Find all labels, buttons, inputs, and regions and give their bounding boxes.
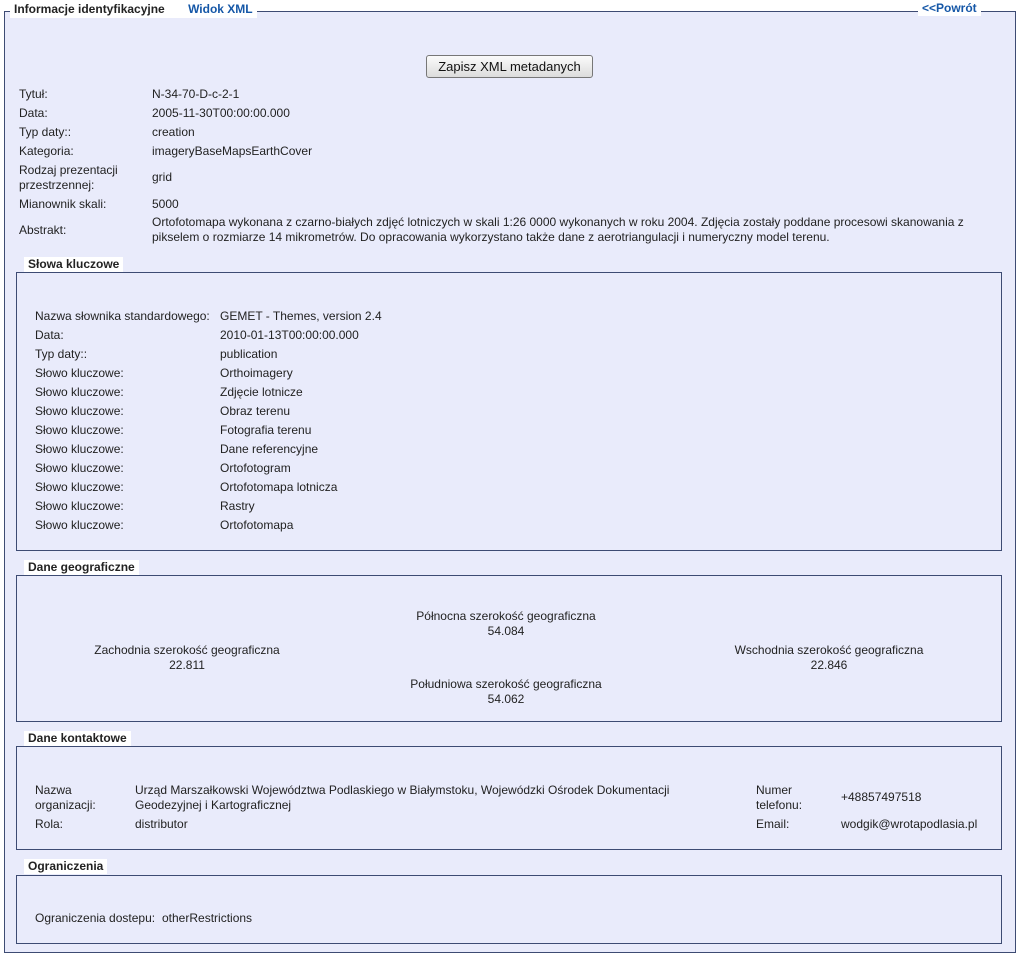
title-value: N-34-70-D-c-2-1 [152,87,240,101]
keyword-value: Rastry [220,499,255,513]
category-value: imageryBaseMapsEarthCover [152,144,313,158]
keyword-label: Słowo kluczowe: [35,480,124,494]
org-label: Nazwa organizacji: [35,783,96,812]
restrictions-section [16,875,1002,944]
back-link[interactable]: <<Powrót [918,1,981,16]
keyword-label: Słowo kluczowe: [35,499,124,513]
keyword-label: Słowo kluczowe: [35,366,124,380]
access-restriction-value: otherRestrictions [162,911,253,925]
email-link[interactable]: wodgik@wrotapodlasia.pl [841,817,978,831]
title-label: Tytuł: [19,87,48,101]
east-label: Wschodnia szerokość geograficzna [734,643,924,657]
header-tabs [10,2,257,18]
spatial-repr-value: grid [152,170,173,184]
south-coordinate [356,677,656,707]
south-value: 54.062 [487,692,525,706]
west-coordinate [37,643,337,673]
restrictions-legend: Ograniczenia [24,859,107,874]
keywords-legend: Słowa kluczowe [24,257,123,272]
north-coordinate [356,609,656,639]
scale-value: 5000 [152,197,179,211]
north-label: Północna szerokość geograficzna [416,609,596,623]
keyword-label: Słowo kluczowe: [35,404,124,418]
abstract-value: Ortofotomapa wykonana z czarno-białych zdjęć lotniczych w skali 1:26 0000 wykonanych w roku 2004. Zdjęcia zostały poddane procesowi skanowania z pikselem o rozmiarze 14 mikrometrów. Do opracowania wykorzystano także dane z aerotriangulacji i numeryczny model terenu. [152,215,964,244]
org-value: Urząd Marszałkowski Województwa Podlaskiego w Białymstoku, Wojewódzki Ośrodek Dokumentacji Geodezyjnej i Kartograficznej [135,783,670,812]
date-label: Data: [19,106,48,120]
abstract-label: Abstrakt: [19,223,67,237]
south-label: Południowa szerokość geograficzna [410,677,602,691]
keyword-label: Słowo kluczowe: [35,442,124,456]
thesaurus-value: GEMET - Themes, version 2.4 [220,309,382,323]
keyword-label: Słowo kluczowe: [35,518,124,532]
east-value: 22.846 [810,658,848,672]
keyword-value: Orthoimagery [220,366,293,380]
role-value: distributor [135,817,188,831]
geo-legend: Dane geograficzne [24,560,139,575]
west-label: Zachodnia szerokość geograficzna [94,643,280,657]
keyword-value: Ortofotomapa lotnicza [220,480,338,494]
keyword-value: Ortofotogram [220,461,291,475]
kw-date-type-value: publication [220,347,278,361]
tab-info[interactable]: Informacje identyfikacyjne [14,2,165,16]
scale-label: Mianownik skali: [19,197,107,211]
tab-xml-view[interactable]: Widok XML [188,2,253,16]
date-value: 2005-11-30T00:00:00.000 [152,106,290,120]
date-type-value: creation [152,125,195,139]
email-label: Email: [756,817,790,831]
keyword-label: Słowo kluczowe: [35,385,124,399]
access-restriction-label: Ograniczenia dostepu: [35,911,156,925]
category-label: Kategoria: [19,144,74,158]
save-xml-button[interactable]: Zapisz XML metadanych [426,55,593,78]
keyword-value: Fotografia terenu [220,423,312,437]
keyword-value: Ortofotomapa [220,518,294,532]
keyword-label: Słowo kluczowe: [35,423,124,437]
role-label: Rola: [35,817,64,831]
keyword-value: Obraz terenu [220,404,291,418]
keyword-value: Dane referencyjne [220,442,319,456]
contact-legend: Dane kontaktowe [24,731,131,746]
east-coordinate [679,643,979,673]
kw-date-label: Data: [35,328,64,342]
keyword-label: Słowo kluczowe: [35,461,124,475]
thesaurus-label: Nazwa słownika standardowego: [35,309,210,323]
date-type-label: Typ daty:: [19,125,72,139]
kw-date-type-label: Typ daty:: [35,347,88,361]
north-value: 54.084 [487,624,525,638]
keyword-value: Zdjęcie lotnicze [220,385,303,399]
spatial-repr-label: Rodzaj prezentacji przestrzennej: [19,163,118,192]
west-value: 22.811 [169,658,205,672]
phone-label: Numer telefonu: [756,783,803,812]
kw-date-value: 2010-01-13T00:00:00.000 [220,328,359,342]
phone-value: +48857497518 [841,790,922,804]
